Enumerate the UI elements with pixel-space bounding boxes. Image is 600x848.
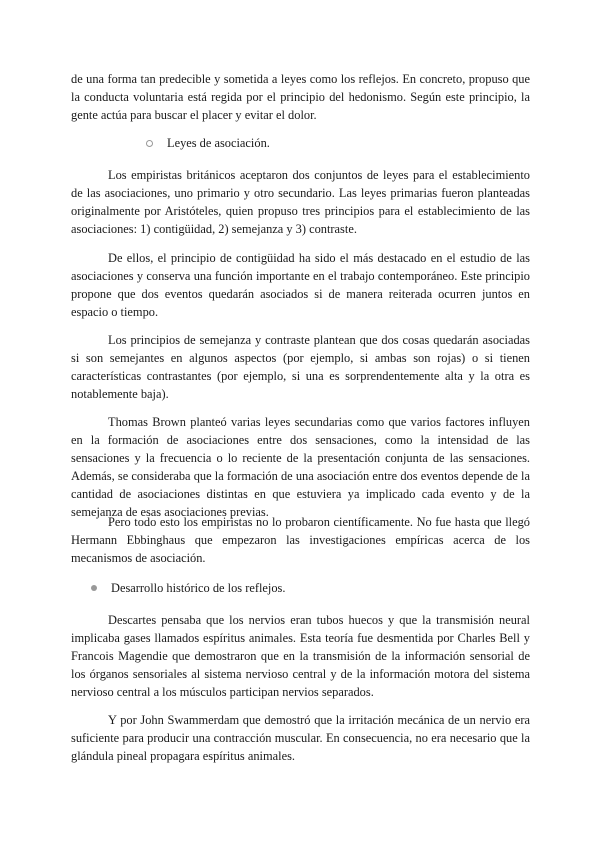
paragraph-contiguidad: De ellos, el principio de contigüidad ha sido el más destacado en el estudio de las asociaciones y conserva una función importante en el trabajo contemporáneo. Este principio propone que dos eventos quedarán asociados si de manera reiterada ocurren juntos en espacio o tiempo. (71, 251, 530, 319)
bullet-desarrollo (91, 579, 285, 597)
sub-bullet-text: Leyes de asociación. (167, 136, 270, 150)
paragraph-semejanza: Los principios de semejanza y contraste plantean que dos cosas quedarán asociadas si son semejantes en algunos aspectos (por ejemplo, si ambas son rojas) o si tienen características contrastantes (por ejemplo, si una es sorprendentemente alta y la otra es notablemente baja). (71, 333, 530, 401)
hollow-bullet-icon (146, 140, 153, 147)
sub-bullet-leyes (146, 134, 270, 152)
paragraph-descartes: Descartes pensaba que los nervios eran tubos huecos y que la transmisión neural implicaba gases llamados espíritus animales. Esta teoría fue desmentida por Charles Bell y Francois Magendie que demostraron que en la transmisión de la información sensorial de los órganos sensoriales al sistema nervioso central y de la información motora del sistema nervioso central a los músculos participan nervios separados. (71, 613, 530, 699)
paragraph-empiristas: Los empiristas británicos aceptaron dos conjuntos de leyes para el establecimiento de las asociaciones, uno primario y otro secundario. Las leyes primarias fueron planteadas originalmente por Aristóteles, quien propuso tres principios para el establecimiento de las asociaciones: 1) contigüidad, 2) semejanza y 3) contraste. (71, 168, 530, 236)
filled-bullet-icon (91, 585, 97, 591)
paragraph-swammerdam: Y por John Swammerdam que demostró que la irritación mecánica de un nervio era suficiente para producir una contracción muscular. En consecuencia, no era necesario que la glándula pineal propagara espíritus animales. (71, 713, 530, 763)
paragraph-ebbinghaus: Pero todo esto los empiristas no lo probaron científicamente. No fue hasta que llegó Hermann Ebbinghaus que empezaron las investigaciones empíricas acerca de los mecanismos de asociación. (71, 515, 530, 565)
bullet-text: Desarrollo histórico de los reflejos. (111, 581, 286, 595)
paragraph-thomas-brown: Thomas Brown planteó varias leyes secundarias como que varios factores influyen en la formación de asociaciones entre dos sensaciones, como la intensidad de las sensaciones y la frecuencia o lo reciente de la presentación conjunta de las sensaciones. Además, se consideraba que la formación de una asociación entre dos eventos depende de la cantidad de asociaciones distintas en que estuviera ya implicado cada evento y de la semejanza de esas asociaciones previas. (71, 415, 530, 519)
paragraph-intro-continuation: de una forma tan predecible y sometida a leyes como los reflejos. En concreto, propuso que la conducta voluntaria está regida por el principio del hedonismo. Según este principio, la gente actúa para buscar el placer y evitar el dolor. (71, 72, 530, 122)
